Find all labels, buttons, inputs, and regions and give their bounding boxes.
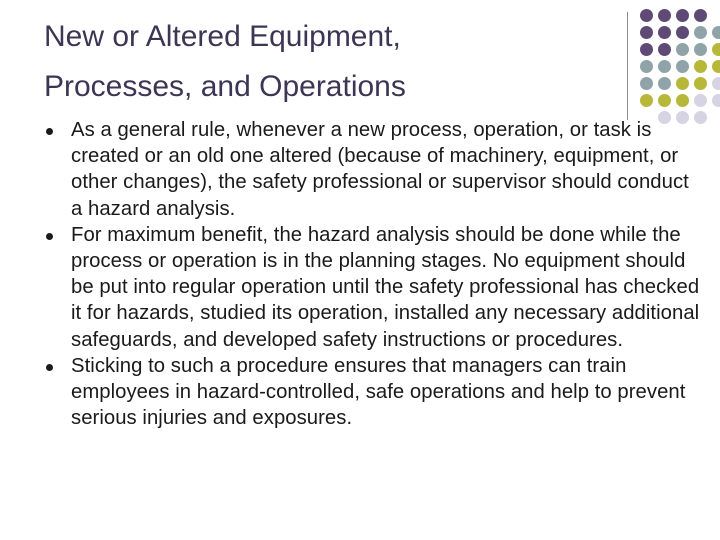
decor-dot: [640, 94, 653, 107]
bullet-item: [44, 222, 704, 353]
decor-dot: [676, 77, 689, 90]
slide-title: [44, 12, 604, 112]
bullet-text: As a general rule, whenever a new process, operation, or task is created or an old one altered (because of machinery, equipment, or other changes), the safety professional or supervisor should conduct a hazard analysis.: [71, 119, 689, 220]
bullet-item: [44, 353, 704, 432]
bullet-marker: [46, 128, 53, 135]
decor-dot: [658, 43, 671, 56]
decor-dot: [676, 9, 689, 22]
decorative-divider: [627, 12, 628, 120]
decor-dot: [676, 94, 689, 107]
decor-dot: [676, 43, 689, 56]
decor-dot: [694, 43, 707, 56]
decor-dot: [712, 43, 720, 56]
bullet-marker: [46, 364, 53, 371]
slide-title-line-2: Processes, and Operations: [44, 70, 406, 103]
decor-dot: [712, 26, 720, 39]
decor-dot: [640, 26, 653, 39]
decor-dot: [694, 26, 707, 39]
decor-dot: [712, 94, 720, 107]
decor-dot: [712, 60, 720, 73]
decor-dot: [658, 77, 671, 90]
decor-dot: [712, 77, 720, 90]
decor-dot: [640, 60, 653, 73]
slide-title-line-1: New or Altered Equipment,: [44, 20, 401, 53]
decor-dot: [676, 60, 689, 73]
bullet-item: [44, 117, 704, 222]
decor-dot: [640, 77, 653, 90]
bullet-list: [44, 117, 704, 431]
decor-dot: [694, 60, 707, 73]
decor-dot: [676, 26, 689, 39]
decor-dot: [640, 9, 653, 22]
decor-dot: [658, 9, 671, 22]
decor-dot: [694, 9, 707, 22]
decor-dot: [658, 60, 671, 73]
bullet-marker: [46, 233, 53, 240]
bullet-text: Sticking to such a procedure ensures that managers can train employees in hazard-controlled, safe operations and help to prevent serious injuries and exposures.: [71, 354, 686, 430]
decor-dot: [658, 94, 671, 107]
decor-dot: [640, 43, 653, 56]
decor-dot: [658, 26, 671, 39]
bullet-text: For maximum benefit, the hazard analysis should be done while the process or operation is in the planning stages. No equipment should be put into regular operation until the safety professional has checked it for hazards, studied its operation, installed any necessary additional safeguards, and developed safety instructions or procedures.: [71, 223, 700, 351]
decor-dot: [694, 77, 707, 90]
decor-dot: [694, 94, 707, 107]
